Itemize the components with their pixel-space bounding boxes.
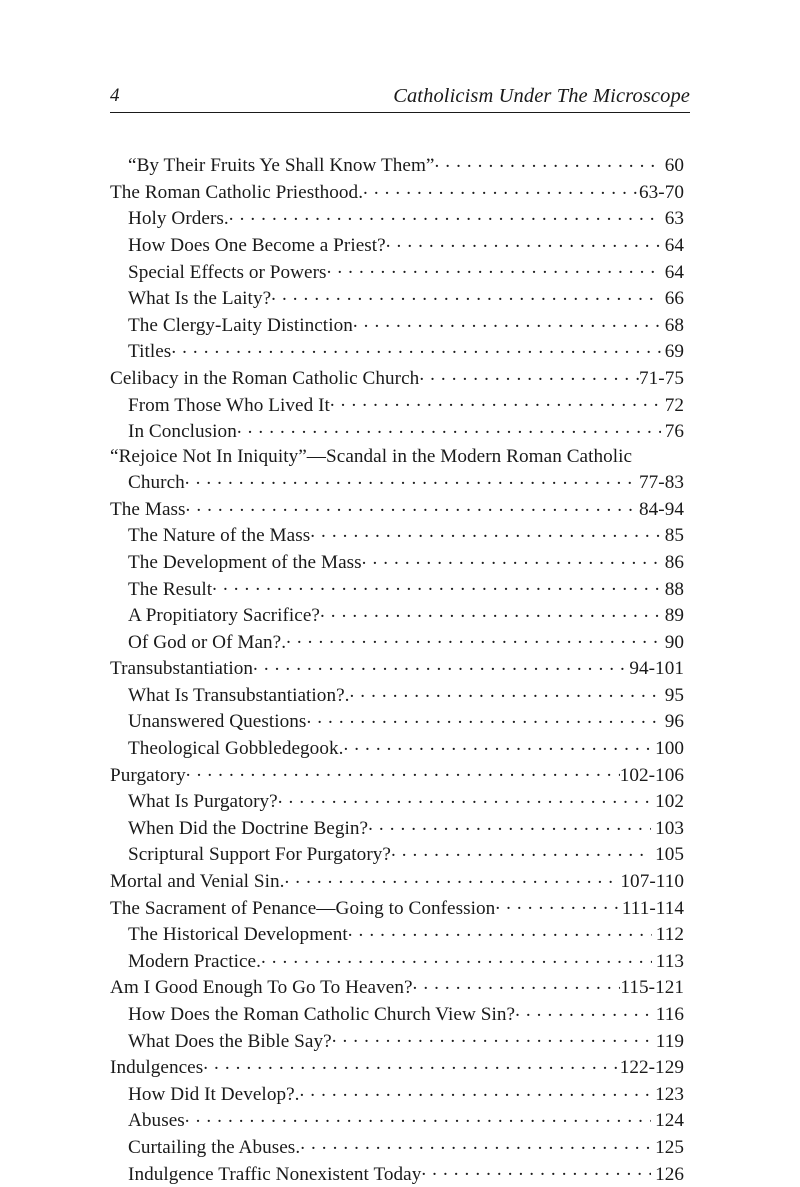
dot-leader <box>186 496 639 515</box>
dot-leader <box>300 1081 652 1100</box>
toc-entry-page-number: 69 <box>664 341 684 363</box>
toc-entry-page-number: 63 <box>664 208 684 230</box>
toc-entry[interactable] <box>110 1027 684 1054</box>
toc-entry-page-number: 122-129 <box>619 1057 684 1079</box>
toc-entry[interactable] <box>110 761 684 788</box>
toc-entry[interactable] <box>110 1160 684 1187</box>
toc-entry[interactable] <box>110 868 684 895</box>
toc-entry-page-number: 111-114 <box>621 897 684 919</box>
toc-entry[interactable] <box>110 258 684 285</box>
toc-entry[interactable] <box>110 1054 684 1081</box>
toc-entry-title: The Result <box>128 578 213 600</box>
dot-leader <box>350 682 661 701</box>
toc-entry[interactable] <box>110 788 684 815</box>
toc-entry-page-number: 64 <box>664 234 684 256</box>
toc-entry[interactable] <box>110 894 684 921</box>
toc-entry[interactable] <box>110 549 684 576</box>
toc-entry-page-number: 94-101 <box>629 658 684 680</box>
dot-leader <box>253 655 629 674</box>
toc-entry[interactable] <box>110 285 684 312</box>
toc-entry-page-number: 68 <box>664 314 684 336</box>
dot-leader <box>419 365 639 384</box>
toc-entry-title: The Nature of the Mass <box>128 525 311 547</box>
toc-entry[interactable] <box>110 1134 684 1161</box>
toc-entry[interactable] <box>110 522 684 549</box>
toc-entry-title: How Did It Develop?. <box>128 1083 300 1105</box>
dot-leader <box>306 708 660 727</box>
dot-leader <box>332 1027 652 1046</box>
running-head-title: Catholicism Under The Microscope <box>393 85 690 107</box>
toc-entry-page-number: 95 <box>664 684 684 706</box>
toc-entry-title: Of God or Of Man?. <box>128 631 287 653</box>
dot-leader <box>203 1054 619 1073</box>
toc-entry[interactable] <box>110 205 684 232</box>
dot-leader <box>185 1107 651 1126</box>
toc-entry[interactable] <box>110 735 684 762</box>
toc-entry-page-number: 90 <box>664 631 684 653</box>
dot-leader <box>212 575 661 594</box>
toc-entry-title: What Is the Laity? <box>128 288 272 310</box>
toc-entry-page-number: 113 <box>655 950 684 972</box>
toc-entry[interactable] <box>110 841 684 868</box>
toc-entry-page-number: 112 <box>655 924 684 946</box>
toc-entry[interactable] <box>110 179 684 206</box>
toc-entry-page-number: 88 <box>664 578 684 600</box>
dot-leader <box>327 258 661 277</box>
toc-entry[interactable] <box>110 338 684 365</box>
toc-entry-page-number: 123 <box>655 1083 684 1105</box>
toc-entry-page-number: 72 <box>664 394 684 416</box>
toc-entry-page-number: 63-70 <box>638 181 684 203</box>
dot-leader <box>413 974 621 993</box>
toc-entry-title: Holy Orders. <box>128 208 229 230</box>
toc-entry-wrapped-line: “Rejoice Not In Iniquity”—Scandal in the Modern Roman Catholic <box>110 445 633 467</box>
toc-entry-title: Titles <box>128 341 172 363</box>
toc-entry-page-number: 60 <box>664 155 684 177</box>
toc-entry-title: What Does the Bible Say? <box>128 1030 332 1052</box>
toc-entry-page-number: 100 <box>655 738 684 760</box>
dot-leader <box>353 312 661 331</box>
toc-entry[interactable] <box>110 365 684 392</box>
toc-entry-page-number: 124 <box>655 1110 684 1132</box>
toc-entry-page-number: 125 <box>655 1136 684 1158</box>
toc-entry[interactable] <box>110 815 684 842</box>
toc-entry-title: Modern Practice. <box>128 950 261 972</box>
toc-entry-title: Transubstantiation <box>110 658 254 680</box>
toc-entry-title: A Propitiatory Sacrifice? <box>128 605 320 627</box>
dot-leader <box>343 735 651 754</box>
toc-entry-title: From Those Who Lived It <box>128 394 330 416</box>
toc-entry[interactable] <box>110 682 684 709</box>
toc-entry-page-number: 89 <box>664 605 684 627</box>
toc-entry-title: When Did the Doctrine Begin? <box>128 817 369 839</box>
toc-entry[interactable] <box>110 921 684 948</box>
toc-entry[interactable] <box>110 974 684 1001</box>
dot-leader <box>185 469 639 488</box>
dot-leader <box>391 841 651 860</box>
dot-leader <box>261 948 652 967</box>
toc-entry-title: Abuses <box>128 1110 185 1132</box>
toc-entry-page-number: 86 <box>664 551 684 573</box>
dot-leader <box>271 285 661 304</box>
toc-entry-title: How Does One Become a Priest? <box>128 234 386 256</box>
dot-leader <box>286 629 661 648</box>
toc-entry-title: Scriptural Support For Purgatory? <box>128 844 391 866</box>
toc-entry-title: In Conclusion <box>128 421 237 443</box>
dot-leader <box>229 205 661 224</box>
toc-entry-title: Theological Gobbledegook. <box>128 738 344 760</box>
toc-entry-title: Indulgence Traffic Nonexistent Today <box>128 1163 422 1185</box>
toc-entry[interactable] <box>110 469 684 496</box>
toc-entry-title: What Is Purgatory? <box>128 791 278 813</box>
toc-entry-page-number: 85 <box>664 525 684 547</box>
toc-entry[interactable] <box>110 602 684 629</box>
toc-entry-title: Indulgences <box>110 1057 204 1079</box>
dot-leader <box>386 232 661 251</box>
toc-entry-title: Church <box>128 472 185 494</box>
toc-entry[interactable] <box>110 391 684 418</box>
dot-leader <box>362 549 661 568</box>
toc-entry-title: The Mass <box>110 498 186 520</box>
toc-entry[interactable] <box>110 655 684 682</box>
toc-entry-title: How Does the Roman Catholic Church View Sin? <box>128 1004 516 1025</box>
toc-entry-page-number: 64 <box>664 261 684 283</box>
toc-entry-title: The Roman Catholic Priesthood. <box>110 181 364 203</box>
toc-entry-title: Celibacy in the Roman Catholic Church <box>110 367 420 389</box>
toc-entry-page-number: 96 <box>664 711 684 733</box>
dot-leader <box>434 152 660 171</box>
toc-entry-title: Special Effects or Powers <box>128 261 327 283</box>
toc-entry-page-number: 126 <box>655 1163 684 1185</box>
toc-entry-page-number: 103 <box>655 817 684 839</box>
toc-entry[interactable] <box>110 1107 684 1134</box>
toc-entry[interactable] <box>110 948 684 975</box>
header-rule-divider <box>110 112 690 113</box>
toc-entry-title: Mortal and Venial Sin. <box>110 871 285 893</box>
toc-entry-page-number: 84-94 <box>638 498 684 520</box>
toc-entry-page-number: 102-106 <box>619 764 684 786</box>
toc-entry-title: The Sacrament of Penance—Going to Confession <box>110 897 496 919</box>
toc-entry-title: Curtailing the Abuses. <box>128 1136 301 1158</box>
toc-entry[interactable] <box>110 418 684 445</box>
toc-entry-title: The Development of the Mass <box>128 551 362 573</box>
dot-leader <box>348 921 652 940</box>
dot-leader <box>363 179 639 198</box>
toc-entry-title: “By Their Fruits Ye Shall Know Them” <box>128 155 435 177</box>
toc-entry-title: The Clergy-Laity Distinction <box>128 314 353 336</box>
dot-leader <box>278 788 651 807</box>
toc-entry-page-number: 102 <box>655 791 684 813</box>
toc-entry-page-number: 107-110 <box>620 871 684 893</box>
dot-leader <box>284 868 620 887</box>
toc-entry-page-number: 77-83 <box>638 472 684 494</box>
toc-entry-page-number: 119 <box>655 1030 684 1052</box>
dot-leader <box>300 1134 651 1153</box>
toc-entry-title: Unanswered Questions <box>128 711 307 733</box>
table-of-contents <box>110 152 684 1187</box>
toc-entry[interactable] <box>110 575 684 602</box>
toc-entry-title: What Is Transubstantiation?. <box>128 684 350 706</box>
dot-leader <box>421 1160 651 1179</box>
toc-entry-page-number: 76 <box>664 421 684 443</box>
dot-leader <box>320 602 661 621</box>
toc-entry-page-number: 115-121 <box>620 977 684 999</box>
dot-leader <box>186 761 620 780</box>
dot-leader <box>495 894 622 913</box>
page-folio-number: 4 <box>110 85 120 106</box>
toc-entry[interactable] <box>110 232 684 259</box>
toc-entry-title: Am I Good Enough To Go To Heaven? <box>110 977 413 999</box>
toc-entry[interactable] <box>110 312 684 339</box>
toc-entry[interactable] <box>110 708 684 735</box>
dot-leader <box>310 522 660 541</box>
toc-entry[interactable] <box>110 1001 684 1028</box>
dot-leader <box>237 418 661 437</box>
running-header <box>110 84 690 114</box>
dot-leader <box>515 1001 652 1020</box>
toc-entry-page-number: 116 <box>655 1004 684 1025</box>
toc-entry[interactable] <box>110 629 684 656</box>
toc-entry[interactable] <box>110 152 684 179</box>
toc-entry-page-number: 66 <box>664 288 684 310</box>
toc-entry-title: Purgatory <box>110 764 186 786</box>
toc-entry[interactable] <box>110 1081 684 1108</box>
dot-leader <box>171 338 660 357</box>
toc-entry-page-number: 105 <box>655 844 684 866</box>
toc-entry-title: The Historical Development <box>128 924 348 946</box>
toc-entry-page-number: 71-75 <box>638 367 684 389</box>
dot-leader <box>368 815 651 834</box>
dot-leader <box>330 391 661 410</box>
toc-entry[interactable] <box>110 496 684 523</box>
